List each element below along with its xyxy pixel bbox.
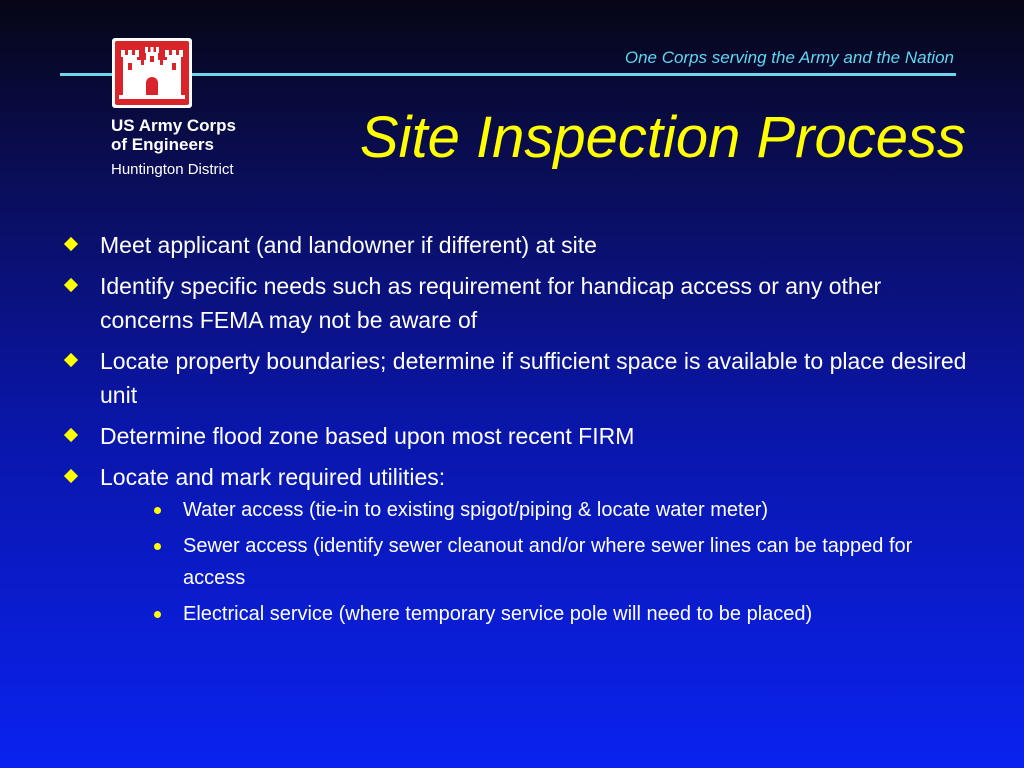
sub-bullet-text: Water access (tie-in to existing spigot/piping & locate water meter)	[183, 499, 769, 521]
bullet-item	[62, 419, 972, 453]
dot-bullet-icon	[154, 611, 161, 618]
sub-bullet-item	[100, 598, 972, 630]
sub-bullet-item	[100, 530, 972, 594]
bullet-text: Meet applicant (and landowner if different) at site	[100, 232, 597, 258]
diamond-bullet-icon	[64, 469, 78, 483]
bullet-item	[62, 269, 972, 337]
usace-castle-icon	[112, 38, 192, 108]
dot-bullet-icon	[154, 507, 161, 514]
org-district: Huntington District	[111, 161, 234, 178]
sub-bullet-text: Sewer access (identify sewer cleanout and/or where sewer lines can be tapped for access	[183, 535, 913, 589]
diamond-bullet-icon	[64, 278, 78, 292]
logo-castle-panel	[115, 41, 189, 105]
sub-bullet-item	[100, 494, 972, 526]
bullet-text: Identify specific needs such as requirement for handicap access or any other concerns FEMA may not be aware of	[100, 273, 882, 333]
bullet-item	[62, 228, 972, 262]
bullet-list	[62, 228, 972, 637]
sub-bullet-list	[100, 494, 972, 630]
diamond-bullet-icon	[64, 353, 78, 367]
castle-icon	[115, 41, 189, 105]
bullet-text: Determine flood zone based upon most recent FIRM	[100, 423, 635, 449]
org-name-line1: US Army Corps	[111, 116, 237, 135]
dot-bullet-icon	[154, 543, 161, 550]
bullet-text: Locate property boundaries; determine if sufficient space is available to place desired unit	[100, 348, 967, 408]
header-rule	[60, 73, 956, 76]
bullet-item	[62, 460, 972, 630]
org-name-line2: of Engineers	[111, 135, 214, 154]
sub-bullet-text: Electrical service (where temporary service pole will need to be placed)	[183, 603, 813, 625]
bullet-text: Locate and mark required utilities:	[100, 464, 446, 490]
tagline: One Corps serving the Army and the Nation	[624, 48, 954, 67]
bullet-item	[62, 344, 972, 412]
diamond-bullet-icon	[64, 237, 78, 251]
diamond-bullet-icon	[64, 428, 78, 442]
slide-title: Site Inspection Process	[359, 105, 966, 170]
